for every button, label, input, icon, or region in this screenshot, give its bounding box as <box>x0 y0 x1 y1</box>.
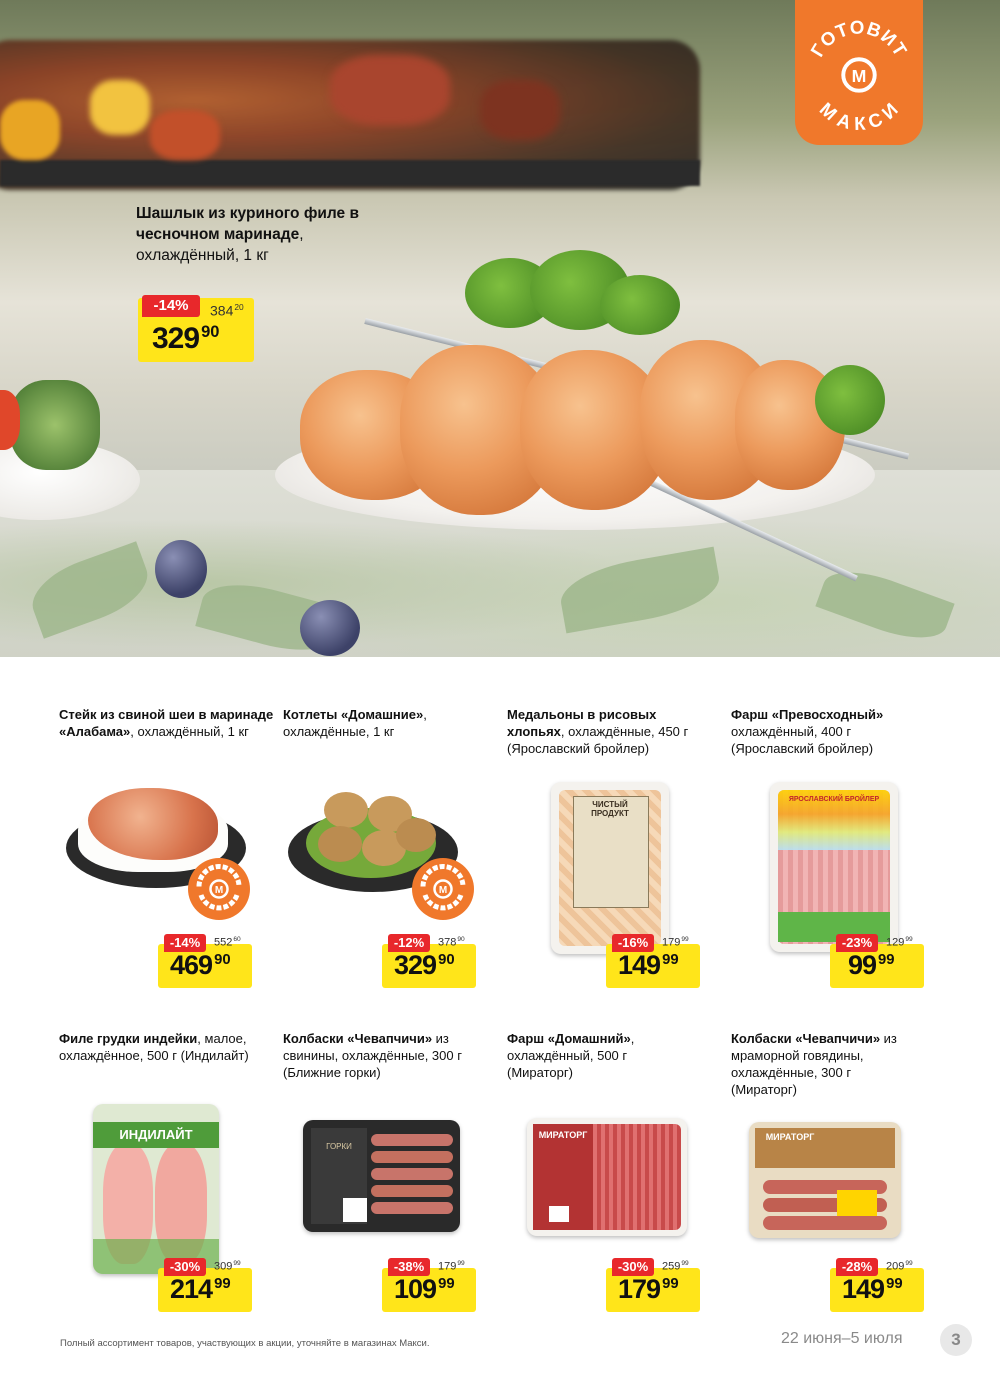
miratorg-mince-image: МИРАТОРГ <box>527 1118 687 1236</box>
product-name: Колбаски «Чевапчичи» из мраморной говядины, охлаждённые, 300 г (Мираторг) <box>731 1031 897 1097</box>
product-name: Колбаски «Чевапчичи» из свинины, охлаждённые, 300 г (Ближние горки) <box>283 1031 462 1080</box>
price-tag <box>382 934 478 984</box>
cevapcici-package-image: ГОРКИ <box>303 1120 460 1232</box>
mince-package-image: ЯРОСЛАВСКИЙ БРОЙЛЕР <box>770 782 898 952</box>
svg-text:МАКСИ: МАКСИ <box>815 97 903 132</box>
gotovit-maksi-badge <box>412 858 474 920</box>
current-price: 109 $^{99}$ <box>394 1274 455 1304</box>
product-card[interactable] <box>59 706 279 740</box>
price-tag <box>158 1258 254 1308</box>
discount-badge: -14% <box>164 934 206 952</box>
old-price: $378^{90}$ <box>438 936 465 949</box>
current-price: 149 $^{99}$ <box>618 950 679 980</box>
old-price: $259^{99}$ <box>662 1260 689 1273</box>
product-card[interactable] <box>507 1030 687 1081</box>
old-price: $309^{99}$ <box>214 1260 241 1273</box>
discount-badge: -23% <box>836 934 878 952</box>
old-price: $552^{60}$ <box>214 936 241 949</box>
logo-emblem-icon <box>800 14 918 132</box>
price-tag <box>158 934 254 984</box>
product-card[interactable] <box>59 1030 279 1064</box>
product-card[interactable] <box>283 1030 468 1081</box>
product-card[interactable] <box>507 706 712 757</box>
product-card[interactable] <box>283 706 503 740</box>
discount-badge: -30% <box>164 1258 206 1276</box>
svg-text:M: M <box>851 65 867 86</box>
price-tag <box>606 1258 702 1308</box>
miratorg-cevapcici-image: МИРАТОРГ <box>749 1122 901 1238</box>
product-name: Филе грудки индейки, малое, охлаждённое, 500 г (Индилайт) <box>59 1031 249 1063</box>
old-price: $179^{99}$ <box>662 936 689 949</box>
gotovit-maksi-badge <box>188 858 250 920</box>
svg-text:M: M <box>214 885 224 896</box>
discount-badge: -38% <box>388 1258 430 1276</box>
current-price: 329 $^{90}$ <box>394 950 455 980</box>
hero-product-name: Шашлык из куриного филе в чесночном маринаде, охлаждённый, 1 кг <box>136 205 360 264</box>
svg-text:ГОТОВИТ: ГОТОВИТ <box>806 15 912 60</box>
product-card[interactable] <box>731 1030 911 1098</box>
price-tag <box>830 934 926 984</box>
old-price: $209^{99}$ <box>886 1260 913 1273</box>
product-name: Фарш «Домашний», охлаждённый, 500 г (Мираторг) <box>507 1031 635 1080</box>
old-price: $129^{99}$ <box>886 936 913 949</box>
discount-badge: -30% <box>612 1258 654 1276</box>
product-name: Котлеты «Домашние», охлаждённые, 1 кг <box>283 707 427 739</box>
logo-emblem-icon <box>413 859 473 919</box>
turkey-package-image: ИНДИЛАЙТ <box>93 1104 219 1274</box>
svg-text:M: M <box>438 885 448 896</box>
olive-decoration <box>155 540 207 598</box>
current-price: 179 $^{99}$ <box>618 1274 679 1304</box>
current-price: 214 $^{99}$ <box>170 1274 231 1304</box>
current-price: 329 $^{90}$ <box>152 322 220 355</box>
discount-badge: -14% <box>142 295 200 317</box>
product-name: Фарш «Превосходный» охлаждённый, 400 г (Ярославский бройлер) <box>731 707 884 756</box>
discount-badge: -12% <box>388 934 430 952</box>
promo-dates: 22 июня–5 июля <box>781 1330 903 1347</box>
price-tag <box>606 934 702 984</box>
footer-disclaimer: Полный ассортимент товаров, участвующих в акции, уточняйте в магазинах Макси. <box>60 1338 430 1349</box>
old-price: $179^{99}$ <box>438 1260 465 1273</box>
logo-emblem-icon <box>189 859 249 919</box>
product-name: Медальоны в рисовых хлопьях, охлаждённые, 450 г (Ярославский бройлер) <box>507 707 689 756</box>
price-tag <box>830 1258 926 1308</box>
discount-badge: -28% <box>836 1258 878 1276</box>
current-price: 149 $^{99}$ <box>842 1274 903 1304</box>
gotovit-maksi-logo <box>795 0 923 145</box>
page-number: 3 <box>940 1324 972 1356</box>
discount-badge: -16% <box>612 934 654 952</box>
current-price: 99 $^{99}$ <box>848 950 895 980</box>
medallions-package-image: ЧИСТЫЙ ПРОДУКТ <box>551 782 669 954</box>
product-name: Стейк из свиной шеи в маринаде «Алабама», охлаждённый, 1 кг <box>59 707 274 739</box>
current-price: 469 $^{90}$ <box>170 950 231 980</box>
hero-price-tag <box>138 298 256 362</box>
product-card[interactable] <box>731 706 921 757</box>
old-price: $384^{20}$ <box>210 302 244 319</box>
price-tag <box>382 1258 478 1308</box>
